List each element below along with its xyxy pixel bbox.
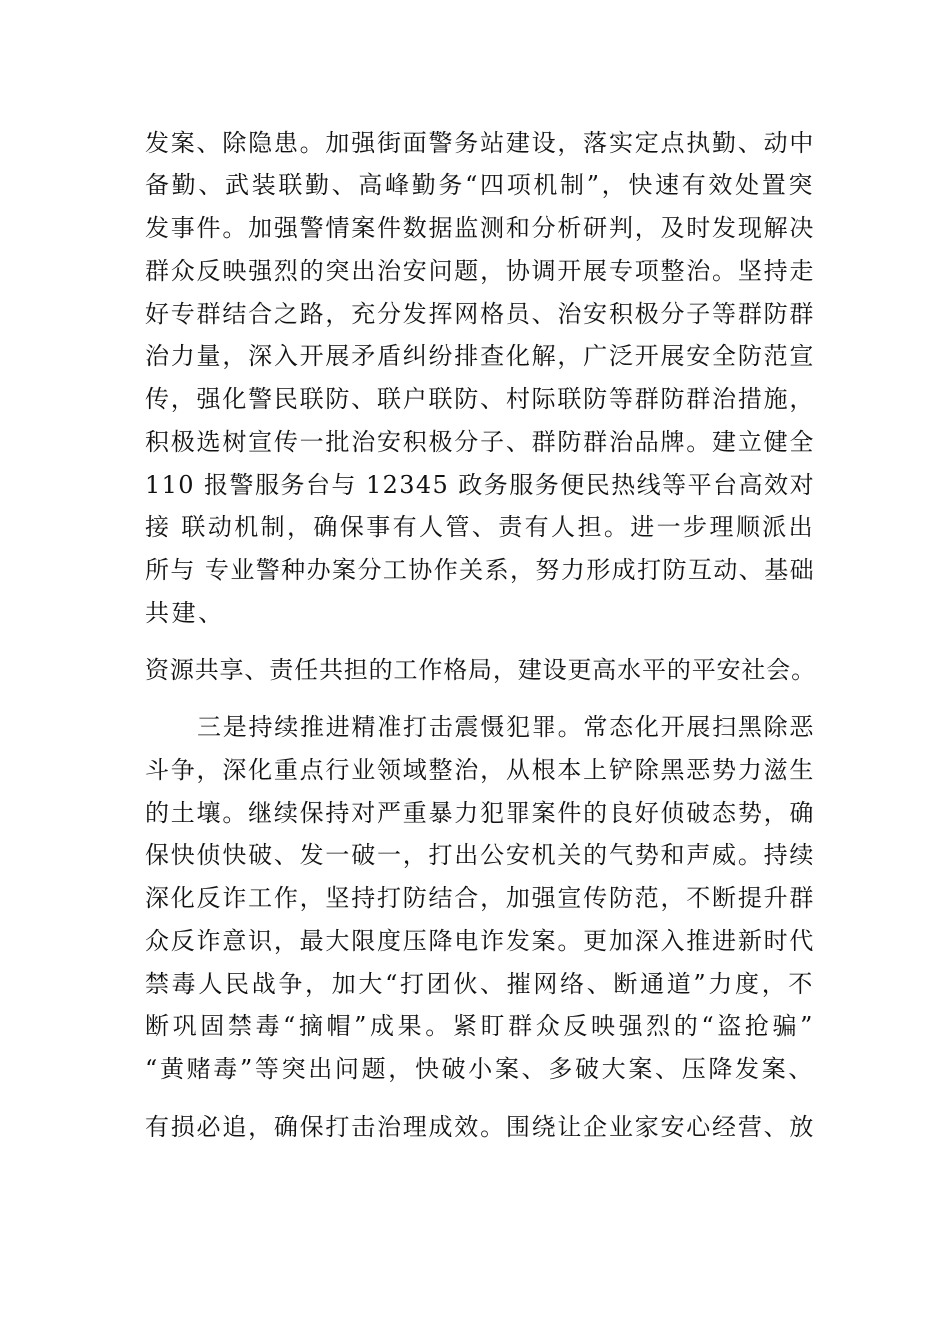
text-line: 三是持续推进精准打击震慑犯罪。常态化开展扫黑除恶	[197, 713, 815, 741]
text-line: 备勤、武装联勤、高峰勤务“四项机制”，快速有效处置突	[145, 171, 815, 199]
text-line: 资源共享、责任共担的工作格局，建设更高水平的平安社会。	[145, 656, 816, 684]
text-line: 禁毒人民战争，加大“打团伙、摧网络、断通道”力度，不	[145, 970, 815, 998]
text-line: “黄赌毒”等突出问题，快破小案、多破大案、压降发案、	[145, 1055, 815, 1083]
text-line: 好专群结合之路，充分发挥网格员、治安积极分子等群防群	[145, 300, 815, 328]
text-line: 发案、除隐患。加强街面警务站建设，落实定点执勤、动中	[145, 129, 815, 157]
text-line: 积极选树宣传一批治安积极分子、群防群治品牌。建立健全	[145, 428, 815, 456]
text-line: 众反诈意识，最大限度压降电诈发案。更加深入推进新时代	[145, 927, 815, 955]
text-line: 断巩固禁毒“摘帽”成果。紧盯群众反映强烈的“盗抢骗”	[145, 1012, 815, 1040]
text-line: 传，强化警民联防、联户联防、村际联防等群防群治措施，	[145, 385, 815, 413]
text-line: 斗争，深化重点行业领域整治，从根本上铲除黑恶势力滋生	[145, 756, 815, 784]
text-line: 治力量，深入开展矛盾纠纷排查化解，广泛开展安全防范宣	[145, 342, 815, 370]
text-line: 保快侦快破、发一破一，打出公安机关的气势和声威。持续	[145, 841, 815, 869]
text-line: 接 联动机制，确保事有人管、责有人担。进一步理顺派出	[145, 513, 815, 541]
text-line: 110 报警服务台与 12345 政务服务便民热线等平台高效对	[145, 471, 815, 499]
text-line: 深化反诈工作，坚持打防结合，加强宣传防范，不断提升群	[145, 884, 815, 912]
text-line: 有损必追，确保打击治理成效。围绕让企业家安心经营、放	[145, 1113, 815, 1141]
text-line: 所与 专业警种办案分工协作关系，努力形成打防互动、基础	[145, 556, 815, 584]
text-line: 共建、	[145, 599, 225, 627]
text-line: 群众反映强烈的突出治安问题，协调开展专项整治。坚持走	[145, 257, 815, 285]
text-line: 发事件。加强警情案件数据监测和分析研判，及时发现解决	[145, 214, 815, 242]
text-line: 的土壤。继续保持对严重暴力犯罪案件的良好侦破态势，确	[145, 799, 815, 827]
